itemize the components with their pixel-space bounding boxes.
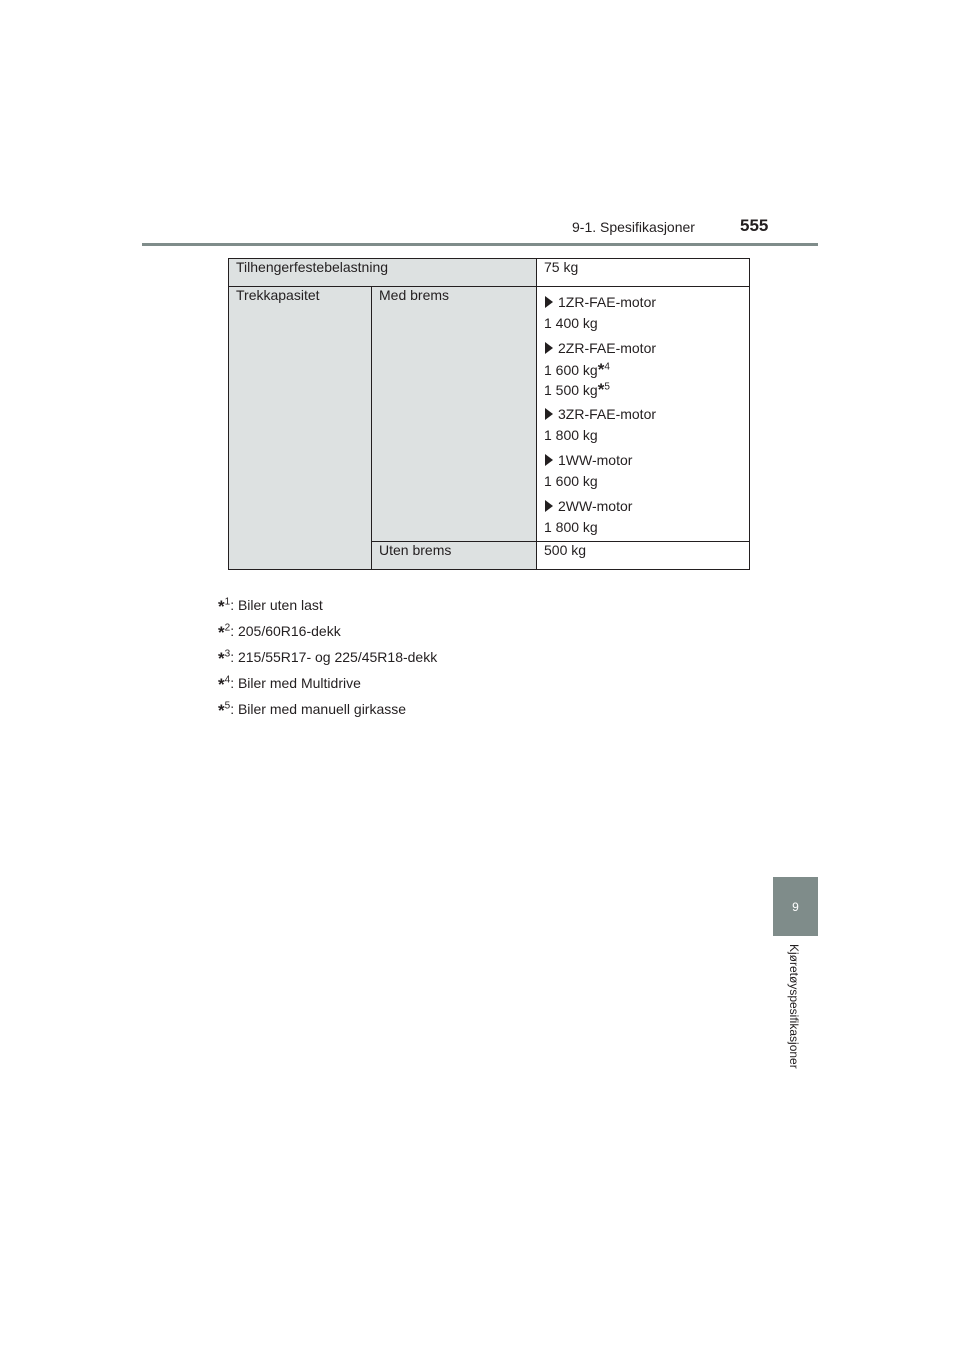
towing-spec-table [228, 258, 750, 570]
tow-value-cell: 75 kg [537, 259, 750, 287]
triangle-bullet-icon [545, 408, 553, 420]
unbraked-value-cell: 500 kg [537, 542, 750, 570]
footnotes [218, 592, 437, 722]
footnote: *$^2$: 205/60R16-dekk [218, 622, 341, 642]
capacity-value: 1 400 kg [544, 315, 598, 331]
capacity-value: 1 800 kg [544, 519, 598, 535]
tow-label-cell: Tilhengerfestebelastning [229, 259, 537, 287]
chapter-number: 9 [792, 899, 799, 914]
engine-name: 1WW-motor [558, 452, 633, 468]
header-divider [142, 243, 818, 246]
engine-name: 3ZR-FAE-motor [558, 406, 657, 422]
capacity-value: 1 500 kg*$^5$ [544, 380, 610, 399]
braked-values-cell [537, 287, 750, 542]
footnote: *$^1$: Biler uten last [218, 596, 323, 616]
list-item [544, 333, 742, 399]
triangle-bullet-icon [545, 454, 553, 466]
footnote: *$^3$: 215/55R17- og 225/45R18-dekk [218, 648, 438, 668]
list-item [544, 445, 742, 491]
capacity-value: 1 600 kg*$^4$ [544, 360, 610, 379]
footnote: *$^5$: Biler med manuell girkasse [218, 700, 407, 720]
footnote-ref: 4 [604, 361, 610, 373]
section-title: 9-1. Spesifikasjoner [572, 219, 695, 235]
triangle-bullet-icon [545, 500, 553, 512]
table-row [229, 287, 750, 542]
footnote-ref: 5 [604, 381, 610, 393]
braked-label: Med brems [379, 287, 450, 303]
triangle-bullet-icon [545, 296, 553, 308]
chapter-tab [773, 877, 818, 936]
braked-label-cell [372, 287, 537, 542]
page-number: 555 [740, 216, 769, 235]
list-item [544, 287, 742, 333]
list-item [544, 399, 742, 445]
capacity-label-cell [229, 287, 372, 570]
capacity-value: 1 600 kg [544, 473, 598, 489]
capacity-value: 1 800 kg [544, 427, 598, 443]
table-row [229, 259, 750, 287]
chapter-title: Kjøretøyspesifikasjoner [787, 944, 801, 1069]
capacity-label: Trekkapasitet [236, 287, 320, 303]
triangle-bullet-icon [545, 342, 553, 354]
list-item [544, 491, 742, 541]
engine-name: 1ZR-FAE-motor [558, 294, 657, 310]
footnote: *$^4$: Biler med Multidrive [218, 674, 361, 694]
engine-name: 2WW-motor [558, 498, 633, 514]
unbraked-label-cell: Uten brems [372, 542, 537, 570]
engine-name: 2ZR-FAE-motor [558, 340, 657, 356]
